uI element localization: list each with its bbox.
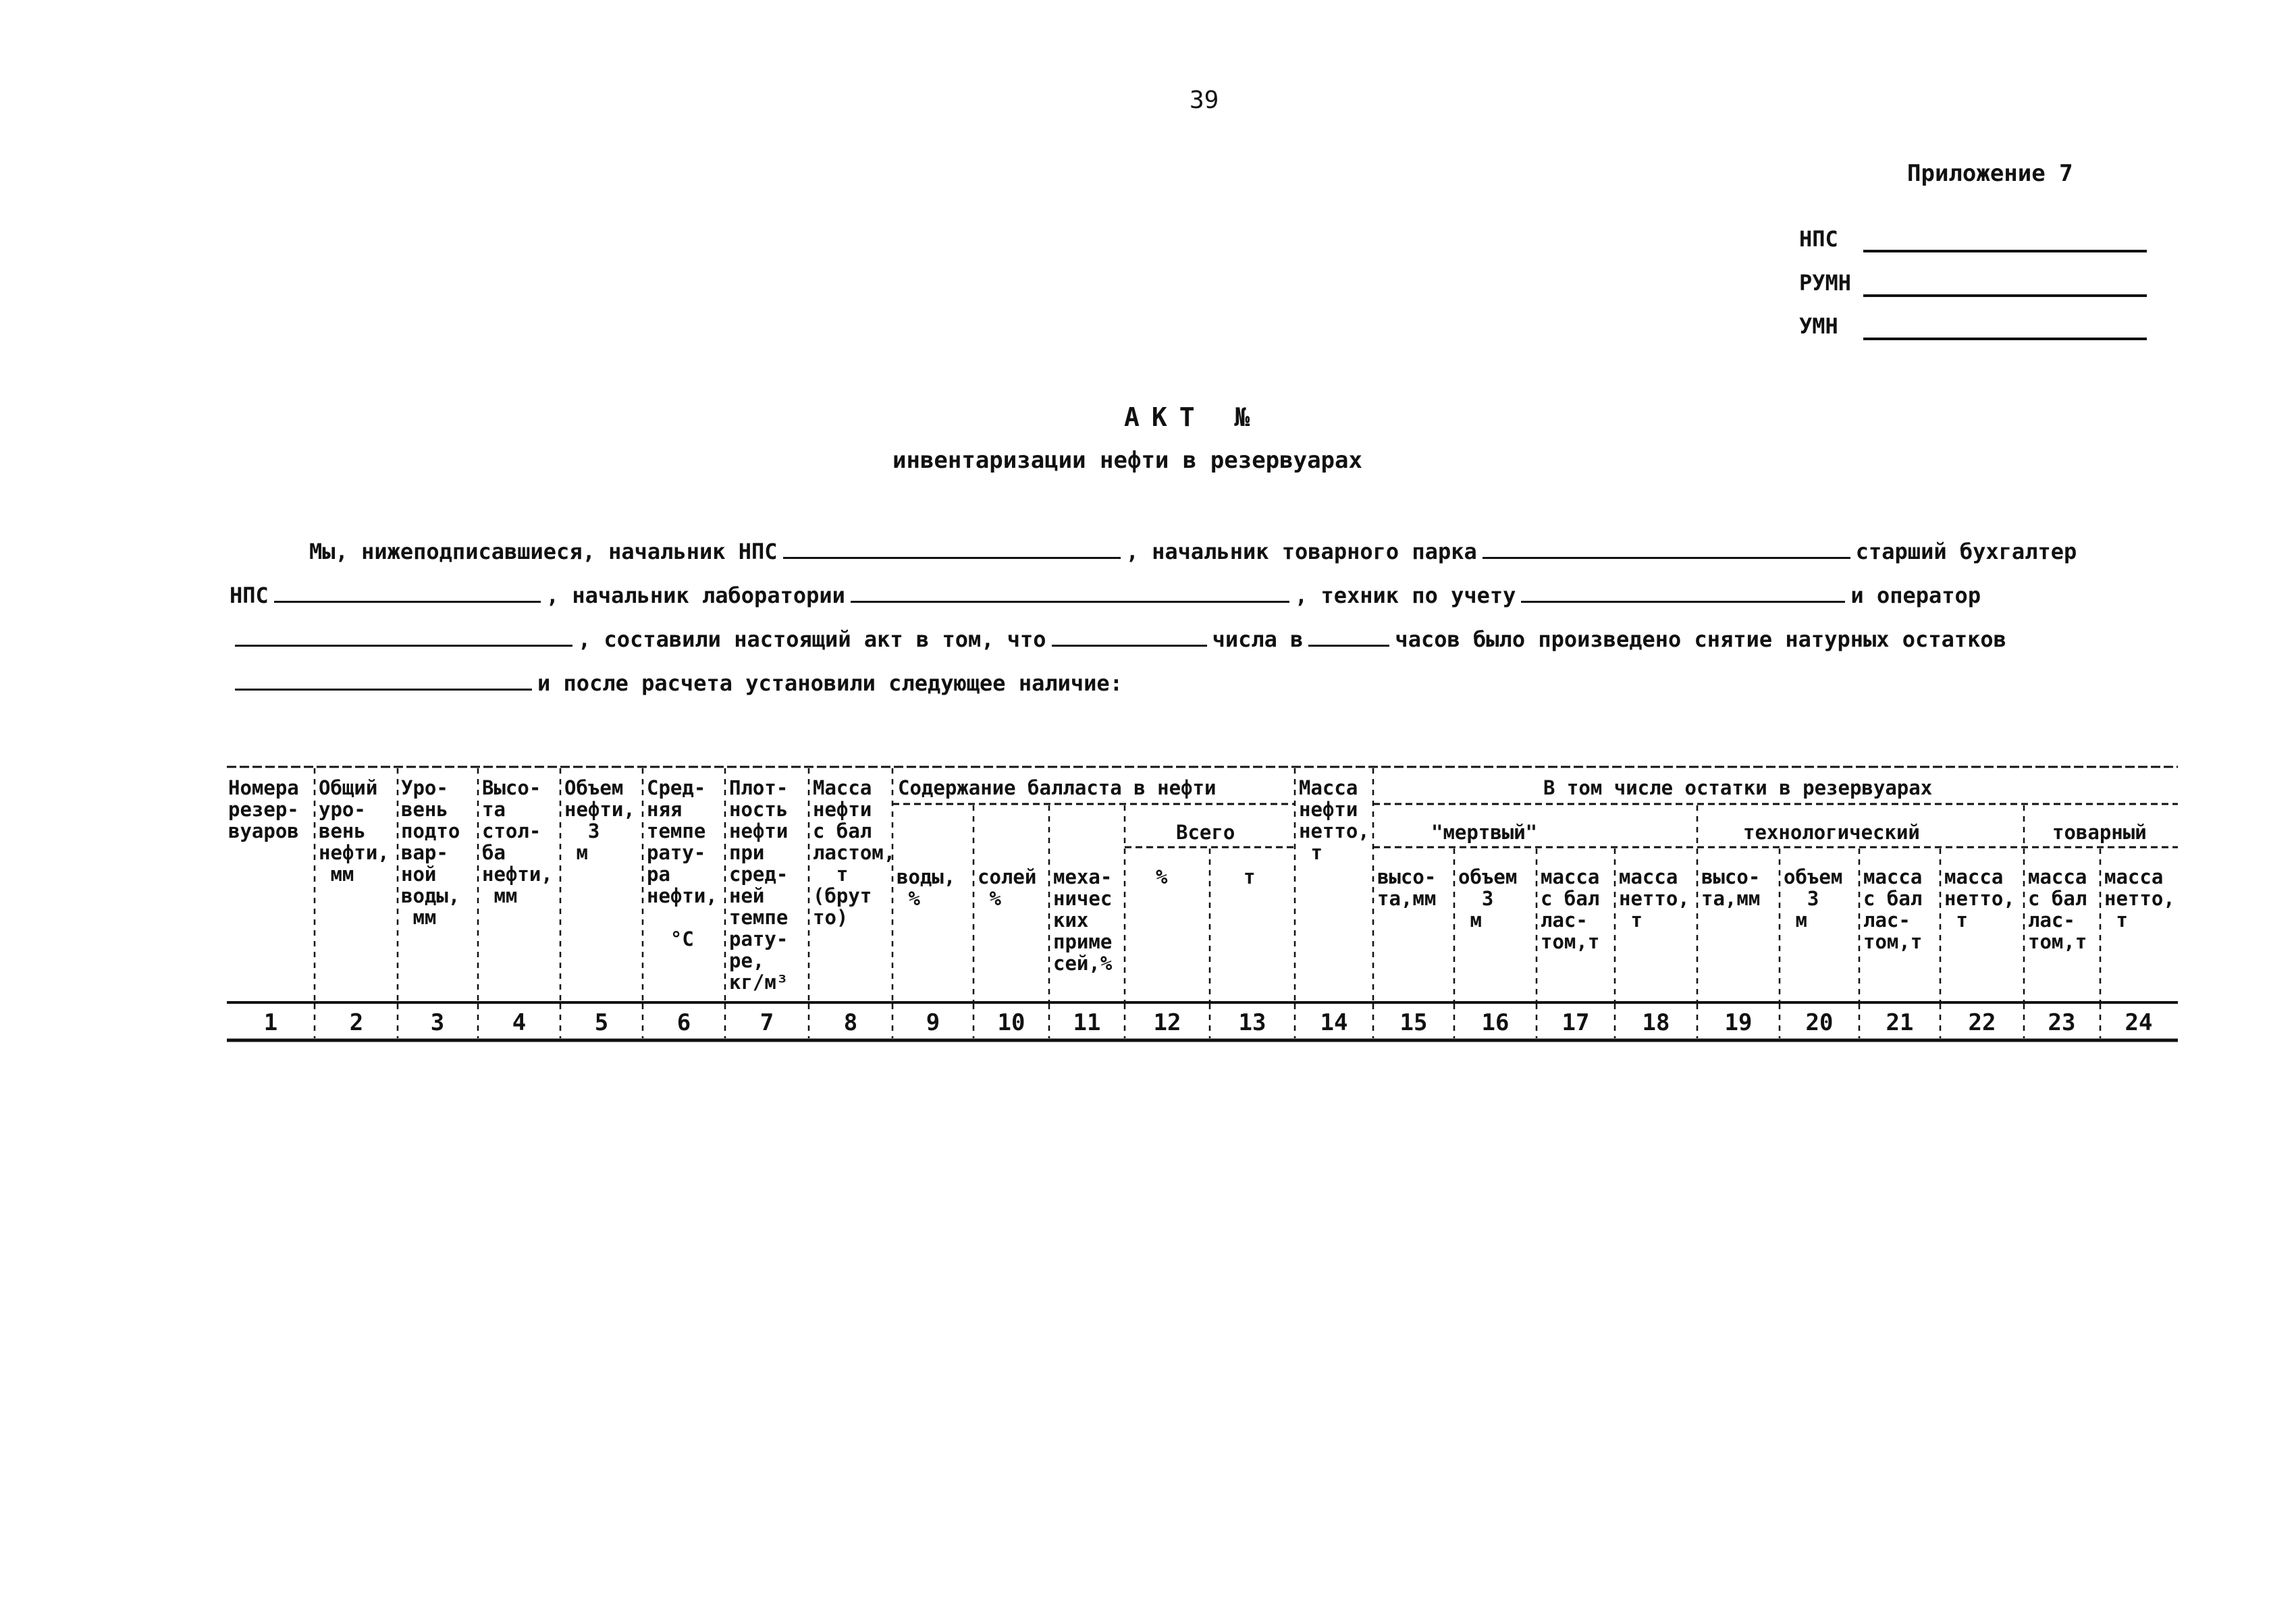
col-header-salts: солей % (978, 865, 1037, 910)
col-header-goods-group: товарный (2052, 821, 2147, 844)
col-header-tech-net: масса нетто, т (1944, 865, 2015, 932)
blank-extra[interactable] (235, 668, 532, 691)
body-text: часов было произведено снятие натурных остатков (1395, 626, 2006, 652)
column-number: 20 (1805, 1009, 1834, 1036)
column-number: 6 (676, 1009, 691, 1036)
col-header-water-level: Уро- вень подто вар- ной воды, мм (401, 776, 460, 929)
col-header-tech-gross: масса с бал лас- том,т (1863, 865, 1923, 953)
body-line-2 (230, 581, 1981, 608)
body-line-4 (230, 668, 1123, 696)
body-text: старший бухгалтер (1855, 539, 2077, 564)
blank-accountant[interactable] (274, 581, 541, 603)
col-header-oil-volume: Объем нефти, 3 м (564, 776, 635, 864)
act-subtitle: инвентаризации нефти в резервуарах (892, 447, 1362, 474)
col-header-water: воды, % (897, 865, 956, 910)
header-field-nps: НПС (1799, 226, 1838, 252)
col-header-dead-group: "мертвый" (1431, 821, 1538, 844)
col-header-impurities: меха- ничес ких приме сей,% (1053, 865, 1113, 975)
column-number: 18 (1642, 1009, 1670, 1036)
blank-technician[interactable] (1521, 581, 1845, 603)
col-header-tank-numbers: Номера резер- вуаров (228, 776, 299, 842)
body-text: , начальник товарного парка (1125, 539, 1477, 564)
column-number: 3 (430, 1009, 445, 1036)
header-field-umn: УМН (1799, 313, 1838, 339)
header-field-rumn: РУМН (1799, 270, 1852, 296)
col-header-avg-temp: Сред- няя темпе рату- ра нефти, °С (647, 776, 718, 950)
header-line-nps[interactable] (1863, 250, 2147, 252)
col-header-total-group: Всего (1176, 821, 1235, 844)
col-header-gross-mass: Масса нефти с бал ластом, т (брут то) (813, 776, 896, 929)
column-number: 13 (1238, 1009, 1266, 1036)
col-header-goods-gross: масса с бал лас- том,т (2028, 865, 2087, 953)
column-number: 8 (843, 1009, 858, 1036)
column-number: 2 (349, 1009, 364, 1036)
blank-nps-head[interactable] (783, 537, 1121, 559)
col-header-tech-height: высо- та,мм (1701, 865, 1761, 910)
column-number: 9 (926, 1009, 940, 1036)
blank-lab-head[interactable] (851, 581, 1289, 603)
header-line-rumn[interactable] (1863, 294, 2147, 297)
column-number: 16 (1481, 1009, 1510, 1036)
column-number: 22 (1968, 1009, 1996, 1036)
col-header-tech-group: технологический (1743, 821, 1920, 844)
inventory-table (227, 765, 2178, 1045)
body-text: , начальник лаборатории (545, 583, 845, 608)
col-header-dead-volume: объем 3 м (1458, 865, 1518, 932)
body-line-3 (230, 624, 2006, 652)
header-line-umn[interactable] (1863, 338, 2147, 340)
column-number: 15 (1399, 1009, 1428, 1036)
body-text: и оператор (1850, 583, 1981, 608)
column-number: 23 (2048, 1009, 2076, 1036)
column-number: 10 (997, 1009, 1025, 1036)
act-title: АКТ № (1124, 402, 1262, 432)
col-header-dead-gross: масса с бал лас- том,т (1541, 865, 1600, 953)
body-text: , составили настоящий акт в том, что (578, 626, 1046, 652)
col-header-total-level: Общий уро- вень нефти, мм (319, 776, 390, 886)
body-text: и после расчета установили следующее наличие: (537, 670, 1123, 696)
body-text: Мы, нижеподписавшиеся, начальник НПС (309, 539, 778, 564)
col-header-dead-height: высо- та,мм (1377, 865, 1437, 910)
col-header-residues-group: В том числе остатки в резервуарах (1543, 776, 1933, 799)
body-text: , техник по учету (1294, 583, 1516, 608)
col-header-ballast-group: Содержание балласта в нефти (898, 776, 1217, 799)
blank-park-head[interactable] (1483, 537, 1850, 559)
col-header-total-t: т (1244, 865, 1256, 888)
column-number: 7 (759, 1009, 774, 1036)
column-number: 4 (512, 1009, 527, 1036)
col-header-oil-column: Высо- та стол- ба нефти, мм (482, 776, 553, 907)
column-number: 17 (1561, 1009, 1590, 1036)
col-header-density: Плот- ность нефти при сред- ней темпе рату- ре, кг/м³ (729, 776, 789, 994)
col-header-net-mass: Масса нефти нетто, т (1299, 776, 1370, 864)
column-number: 5 (594, 1009, 609, 1036)
blank-date[interactable] (1052, 624, 1207, 647)
col-header-dead-net: масса нетто, т (1619, 865, 1690, 932)
column-number: 19 (1724, 1009, 1753, 1036)
page-number: 39 (1190, 86, 1219, 114)
body-line-1 (309, 537, 2077, 564)
col-header-goods-net: масса нетто, т (2104, 865, 2175, 932)
column-number: 24 (2125, 1009, 2153, 1036)
column-number: 1 (263, 1009, 278, 1036)
body-text: НПС (230, 583, 269, 608)
blank-hour[interactable] (1308, 624, 1389, 647)
col-header-tech-volume: объем 3 м (1784, 865, 1843, 932)
column-number: 12 (1153, 1009, 1181, 1036)
blank-operator[interactable] (235, 624, 572, 647)
column-number: 21 (1886, 1009, 1914, 1036)
col-header-total-percent: % (1156, 865, 1168, 888)
column-number: 14 (1320, 1009, 1348, 1036)
body-text: числа в (1212, 626, 1304, 652)
column-number: 11 (1073, 1009, 1101, 1036)
appendix-label: Приложение 7 (1907, 160, 2073, 187)
